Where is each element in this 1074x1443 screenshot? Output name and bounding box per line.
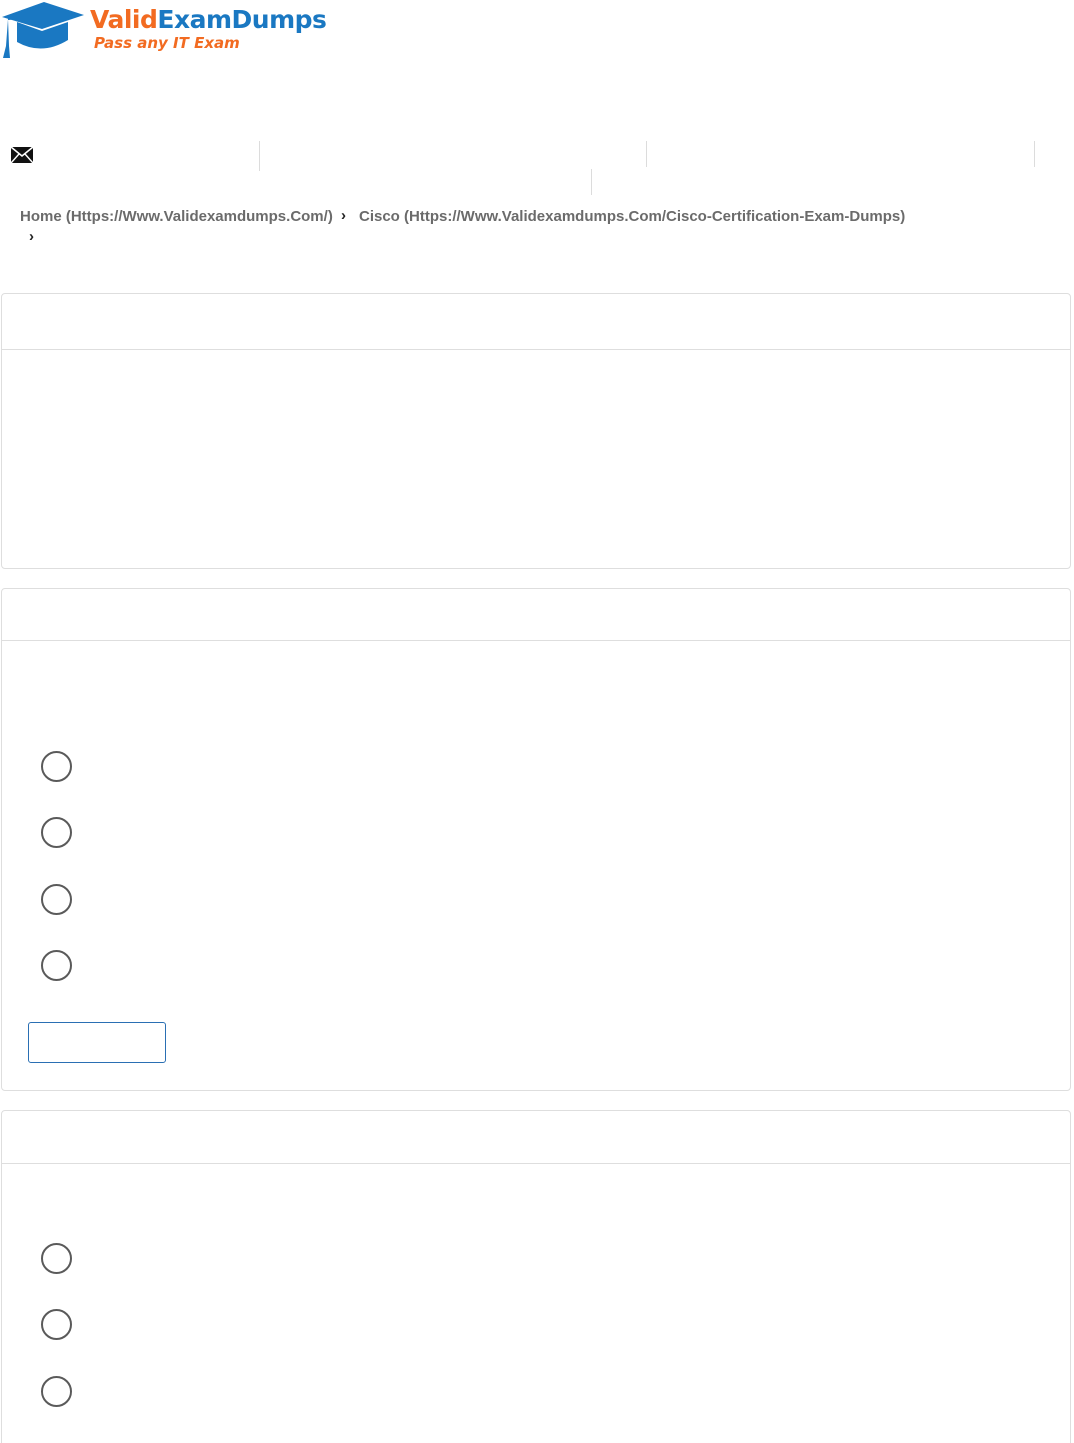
answer-option-radio[interactable] [41,751,72,782]
answer-option-radio[interactable] [41,817,72,848]
brand-name-part1: Valid [90,5,158,34]
show-answer-button[interactable] [28,1022,166,1063]
brand-name [90,5,326,35]
contact-divider [259,141,260,171]
breadcrumb-home-link[interactable]: Home (Https://Www.Validexamdumps.Com/) [20,208,333,225]
answer-option-radio[interactable] [41,1243,72,1274]
brand-name-part2: ExamDumps [157,5,327,34]
site-logo[interactable] [0,0,330,62]
chevron-right-icon: › [29,228,34,245]
question-card-header [2,294,1070,350]
answer-option-radio[interactable] [41,884,72,915]
brand-tagline: Pass any IT Exam [94,34,240,52]
answer-option-radio[interactable] [41,1309,72,1340]
contact-divider [646,141,647,167]
answer-option-radio[interactable] [41,1376,72,1407]
question-card [1,293,1071,569]
chevron-right-icon: › [341,207,346,224]
answer-option-radio[interactable] [41,950,72,981]
question-card [1,588,1071,1091]
envelope-icon[interactable] [10,146,34,164]
question-card [1,1110,1071,1443]
breadcrumb-cisco-link[interactable]: Cisco (Https://Www.Validexamdumps.Com/Cisco-Certification-Exam-Dumps) [359,208,906,225]
contact-divider [1034,141,1035,167]
question-card-header [2,589,1070,641]
contact-divider [591,169,592,195]
question-card-header [2,1111,1070,1164]
graduation-cap-icon [0,0,86,62]
